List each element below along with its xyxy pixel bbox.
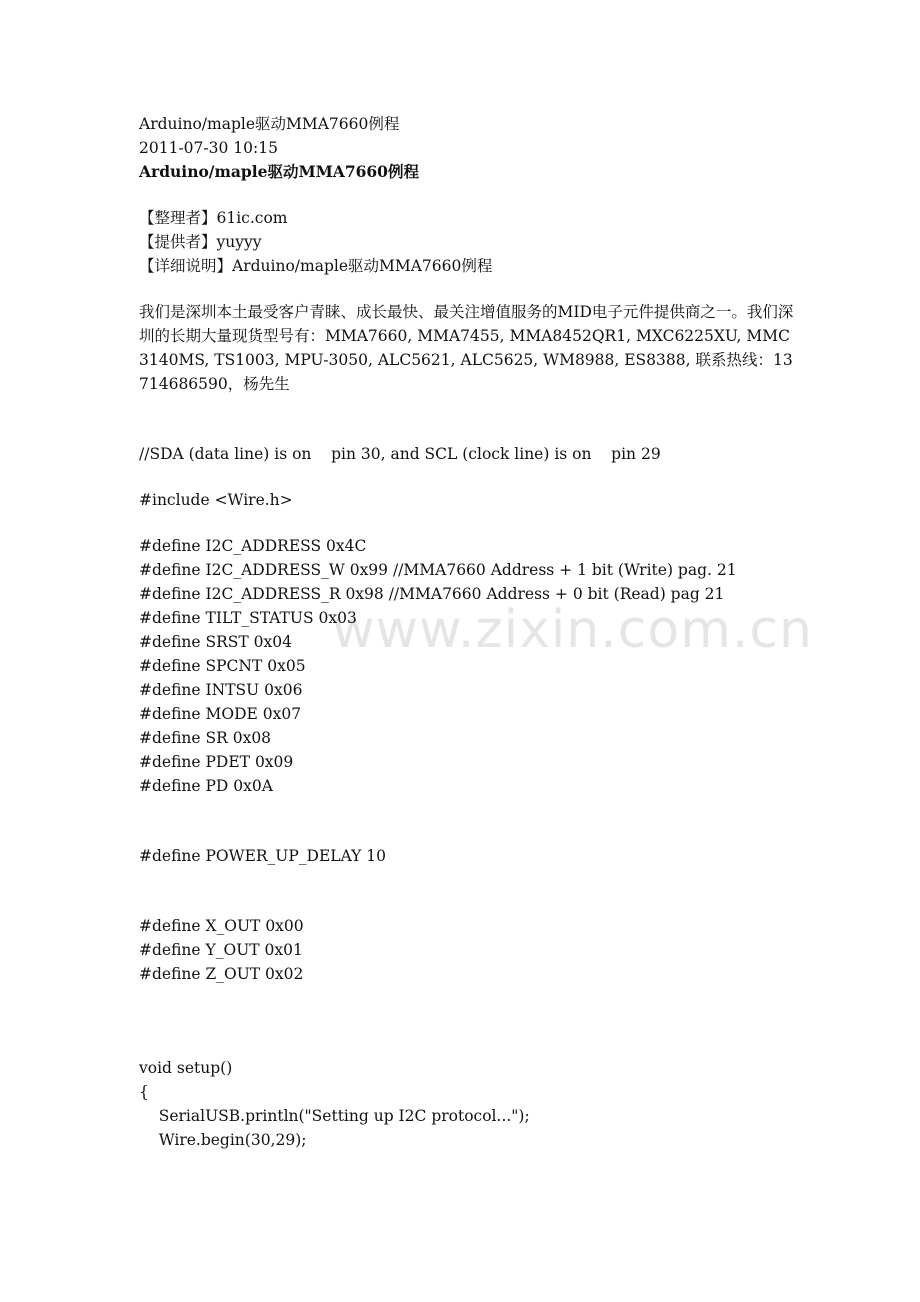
code-include: #include <Wire.h>	[139, 491, 293, 509]
code-line: {	[139, 1083, 149, 1101]
doc-date: 2011-07-30 10:15	[139, 139, 278, 157]
code-line: #define SRST 0x04	[139, 633, 293, 651]
code-line: void setup()	[139, 1059, 233, 1077]
code-line: #define Y_OUT 0x01	[139, 941, 303, 959]
code-line: #define SPCNT 0x05	[139, 657, 306, 675]
code-line: #define I2C_ADDRESS 0x4C	[139, 537, 367, 555]
code-line: #define Z_OUT 0x02	[139, 965, 304, 983]
document-page	[139, 112, 799, 1152]
code-line: #define PD 0x0A	[139, 777, 273, 795]
doc-title: Arduino/maple驱动MMA7660例程	[139, 115, 400, 133]
code-line: SerialUSB.println("Setting up I2C protocol...");	[139, 1107, 530, 1125]
code-comment: //SDA (data line) is on pin 30, and SCL (clock line) is on pin 29	[139, 445, 661, 463]
code-line: Wire.begin(30,29);	[139, 1131, 307, 1149]
code-line: #define TILT_STATUS 0x03	[139, 609, 357, 627]
code-line: #define SR 0x08	[139, 729, 272, 747]
doc-heading: Arduino/maple驱动MMA7660例程	[139, 162, 419, 181]
code-line: #define I2C_ADDRESS_R 0x98 //MMA7660 Address + 0 bit (Read) pag 21	[139, 585, 725, 603]
code-define-delay: #define POWER_UP_DELAY 10	[139, 847, 387, 865]
code-defines-registers	[139, 534, 799, 798]
code-setup	[139, 1056, 799, 1152]
code-line: #define PDET 0x09	[139, 753, 294, 771]
meta-organizer: 【整理者】61ic.com	[139, 209, 288, 227]
code-line: #define INTSU 0x06	[139, 681, 303, 699]
code-line: #define I2C_ADDRESS_W 0x99 //MMA7660 Address + 1 bit (Write) pag. 21	[139, 561, 737, 579]
intro-paragraph: 我们是深圳本土最受客户青睐、成长最快、最关注增值服务的MID电子元件提供商之一。我们深圳的长期大量现货型号有：MMA7660, MMA7455, MMA8452QR1, MXC6225XU, MMC3140MS, TS1003, MPU-3050, ALC5621, ALC5625, WM8988, ES8388, 联系热线：13714686590，杨先生	[139, 303, 794, 393]
watermark: www.zixin.com.cn	[332, 600, 813, 660]
meta-details: 【详细说明】Arduino/maple驱动MMA7660例程	[139, 257, 493, 275]
code-line: #define X_OUT 0x00	[139, 917, 304, 935]
code-defines-axes	[139, 914, 799, 986]
meta-provider: 【提供者】yuyyy	[139, 233, 262, 251]
code-line: #define MODE 0x07	[139, 705, 302, 723]
